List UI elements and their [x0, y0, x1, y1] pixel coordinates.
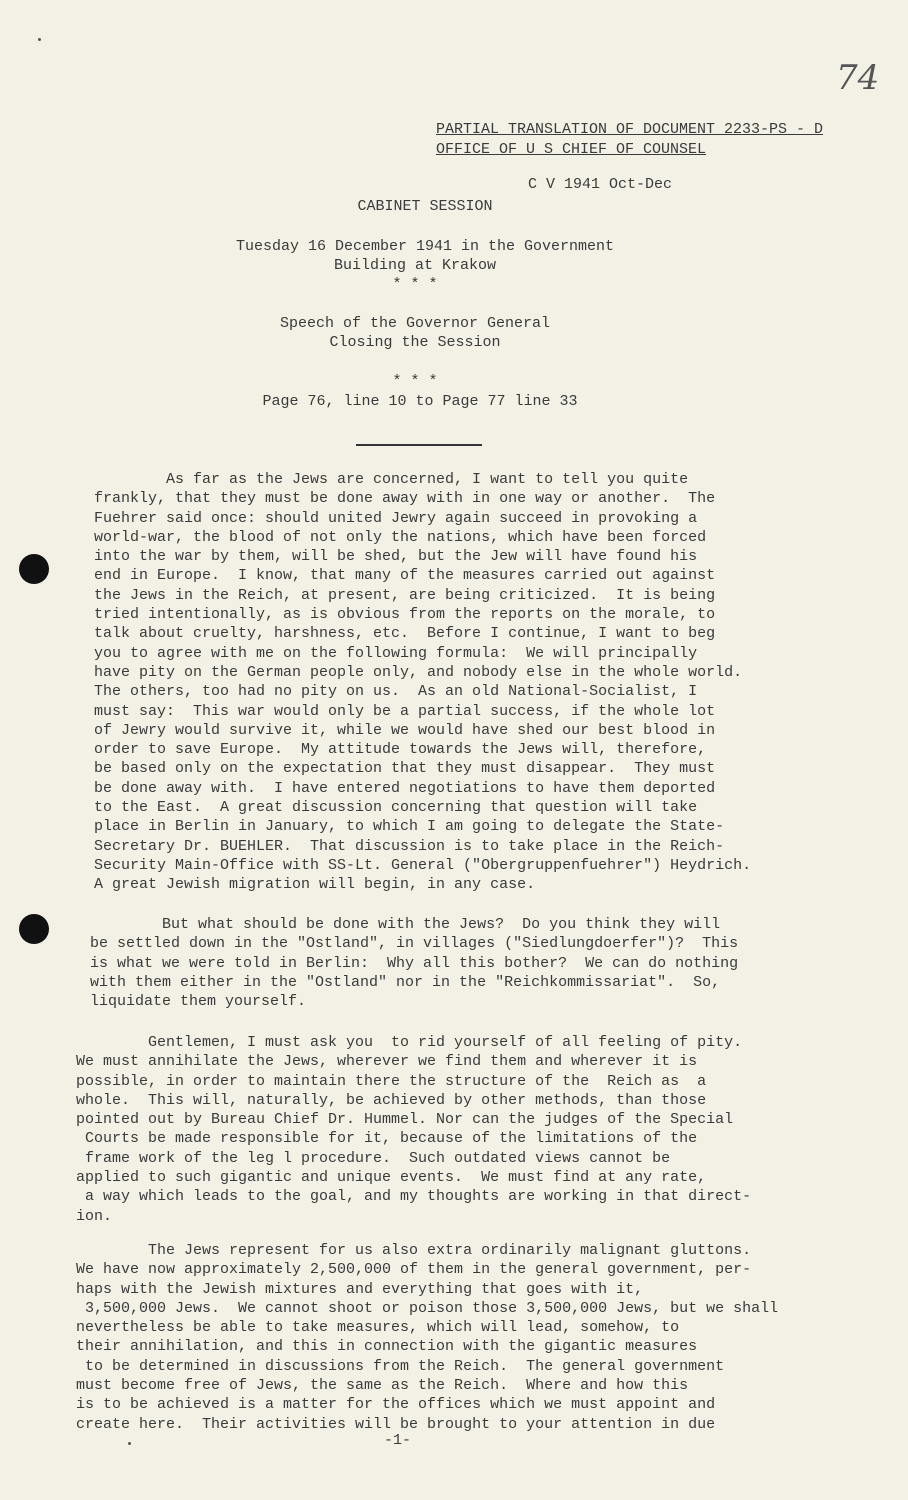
- header-office: OFFICE OF U S CHIEF OF COUNSEL: [436, 141, 707, 158]
- date-line-1: Tuesday 16 December 1941 in the Government: [235, 238, 615, 255]
- separator-stars: * * *: [392, 276, 438, 293]
- divider-rule: [356, 444, 482, 446]
- handwritten-page-number: 74: [836, 58, 880, 98]
- speck: [128, 1442, 131, 1445]
- session-title: CABINET SESSION: [357, 198, 493, 215]
- paragraph-4: The Jews represent for us also extra ordinarily malignant gluttons. We have now approximately 2,500,000 of them in the general government, per- haps with the Jewish mixtures and everything that goes with it, 3,500,000 Jews. We cannot shoot or poison those 3,500,000 Jews, but we shall nevertheless be able to take measures, which will lead, somehow, to their annihilation, and this in connection with the gigantic measures to be determined in discussions from the Reich. The general government must become free of Jews, the same as the Reich. Where and how this is to be achieved is a matter for the offices which we must appoint and create here. Their activities will be brought to your attention in due: [76, 1242, 779, 1433]
- separator-stars-2: * * *: [392, 373, 438, 390]
- speck: [38, 38, 41, 41]
- paragraph-2: But what should be done with the Jews? Do you think they will be settled down in the "Ostland", in villages ("Siedlungdoerfer")? This is what we were told in Berlin: Why all this bother? We can do nothing with them either in the "Ostland" nor in the "Reichkommissariat". So, liquidate them yourself.: [90, 916, 739, 1011]
- paragraph-3: Gentlemen, I must ask you to rid yourself of all feeling of pity. We must annihilate the Jews, wherever we find them and wherever it is possible, in order to maintain there the structure of the Reich as a whole. This will, naturally, be achieved by other methods, than those pointed out by Bureau Chief Dr. Hummel. Nor can the judges of the Special Courts be made responsible for it, because of the limitations of the frame work of the leg l procedure. Such outdated views cannot be applied to such gigantic and unique events. We must find at any rate, a way which leads to the goal, and my thoughts are working in that direct- ion.: [76, 1034, 752, 1225]
- header-title: PARTIAL TRANSLATION OF DOCUMENT 2233-PS - D: [436, 121, 824, 138]
- speech-line-2: Closing the Session: [329, 334, 501, 351]
- punch-hole: [19, 554, 49, 584]
- header-reference: C V 1941 Oct-Dec: [528, 176, 673, 193]
- document-header: [436, 120, 823, 160]
- footer-page-number: -1-: [384, 1432, 412, 1449]
- paragraph-1: As far as the Jews are concerned, I want to tell you quite frankly, that they must be done away with in one way or another. The Fuehrer said once: should united Jewry again succeed in provoking a world-war, the blood of not only the nations, which have been forced into the war by them, will be shed, but the Jew will have found his end in Europe. I know, that many of the measures carried out against the Jews in the Reich, at present, are being criticized. It is being tried intentionally, as is obvious from the reports on the morale, to talk about cruelty, harshness, etc. Before I continue, I want to beg you to agree with me on the following formula: We will principally have pity on the German people only, and nobody else in the whole world. The others, too had no pity on us. As an old National-Socialist, I must say: This war would only be a partial success, if the whole lot of Jewry would survive it, while we would have shed our best blood in order to save Europe. My attitude towards the Jews will, therefore, be based only on the expectation that they must disappear. They must be done away with. I have entered negotiations to have them deported to the East. A great discussion concerning that question will take place in Berlin in January, to which I am going to delegate the State- Secretary Dr. BUEHLER. That discussion is to take place in the Reich- Security Main-Office with SS-Lt. General ("Obergruppenfuehrer") Heydrich. A great Jewish migration will begin, in any case.: [94, 471, 752, 894]
- date-line-2: Building at Krakow: [333, 257, 497, 274]
- punch-hole: [19, 914, 49, 944]
- speech-line-1: Speech of the Governor General: [279, 315, 551, 332]
- page-reference: Page 76, line 10 to Page 77 line 33: [262, 393, 578, 410]
